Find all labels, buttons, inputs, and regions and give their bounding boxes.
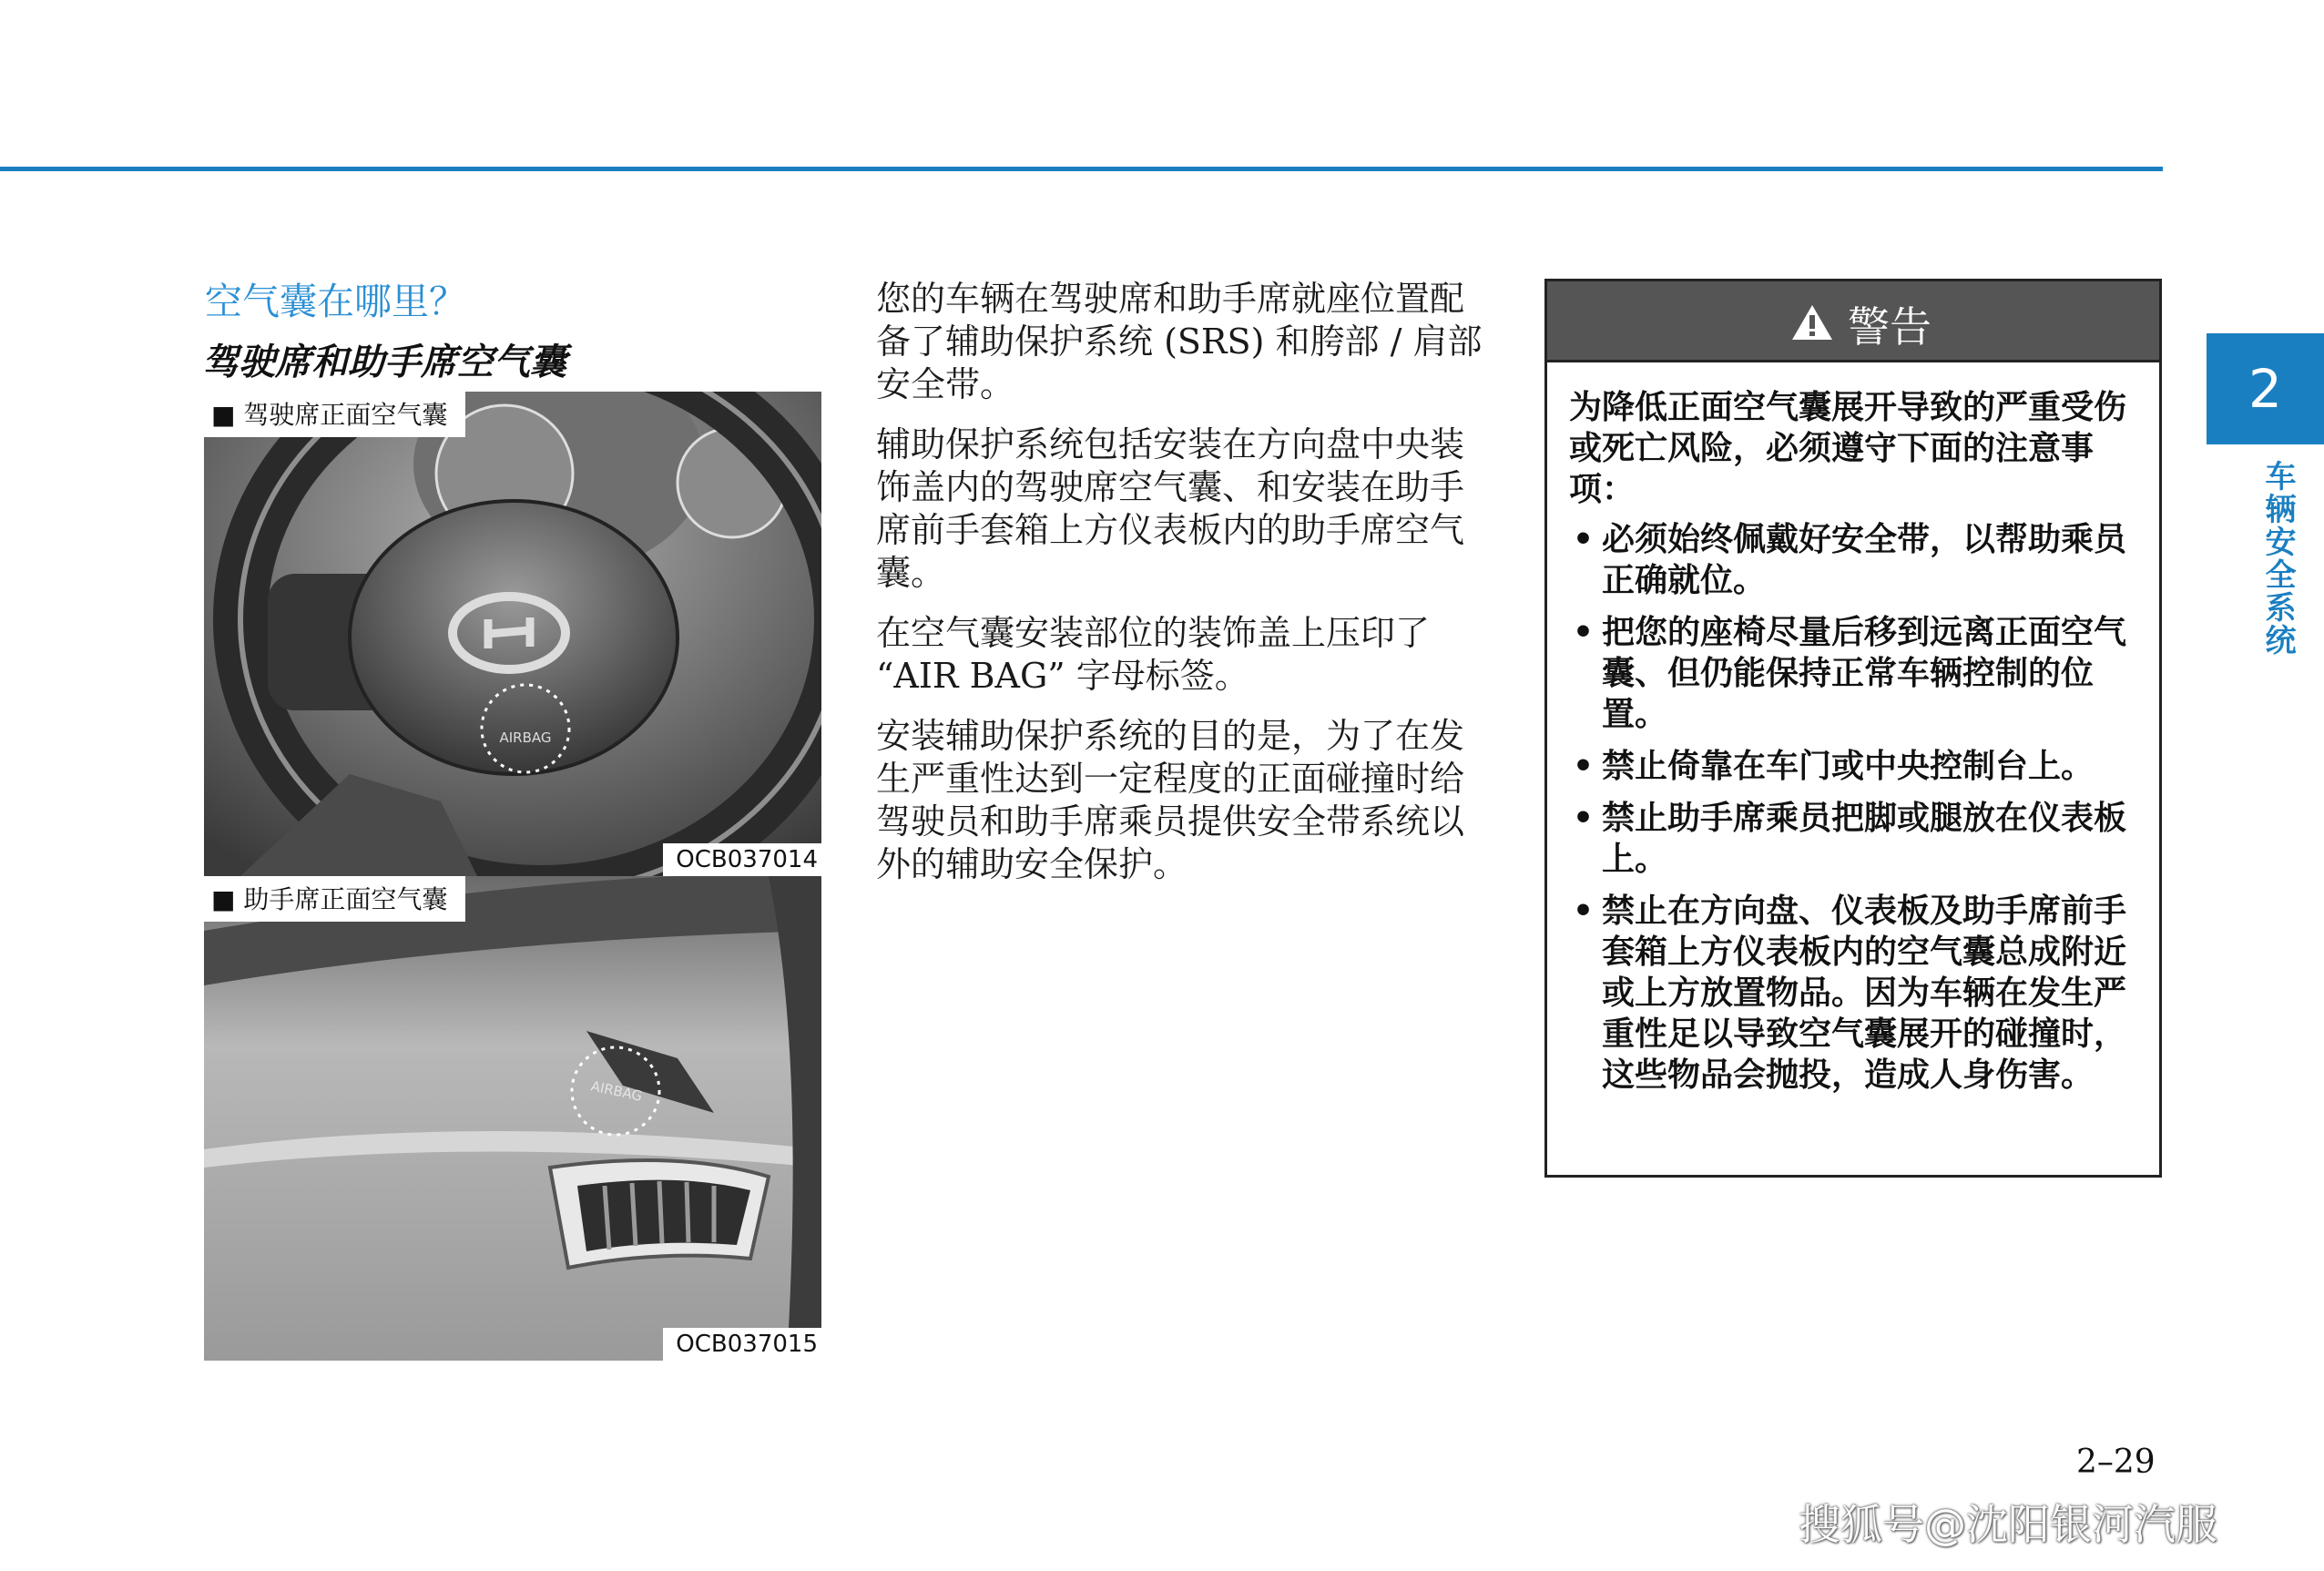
paragraph: 您的车辆在驾驶席和助手席就座位置配备了辅助保护系统 (SRS) 和胯部 / 肩部安全带。 <box>876 279 1483 404</box>
warning-triangle-icon <box>1790 303 1834 342</box>
bullet-icon: • <box>1573 521 1595 558</box>
figure-passenger-airbag <box>204 876 821 1361</box>
list-item-text: 禁止倚靠在车门或中央控制台上。 <box>1602 748 2095 785</box>
figure-code: OCB037014 <box>663 843 821 876</box>
bullet-icon: • <box>1573 893 1595 930</box>
figure-caption: ■ 助手席正面空气囊 <box>204 876 465 922</box>
chapter-number: 2 <box>2248 358 2282 420</box>
paragraph: 在空气囊安装部位的装饰盖上压印了 “AIR BAG” 字母标签。 <box>876 613 1431 696</box>
warning-list <box>1569 519 2145 1096</box>
list-item <box>1569 519 2145 601</box>
section-title: 空气囊在哪里？ <box>205 280 466 323</box>
body-text <box>876 278 1495 903</box>
dashboard-illustration <box>204 876 821 1361</box>
warning-intro: 为降低正面空气囊展开导致的严重受伤或死亡风险，必须遵守下面的注意事项： <box>1569 389 2127 508</box>
figure-driver-airbag <box>204 392 821 876</box>
list-item <box>1569 891 2145 1096</box>
page-number: 2–29 <box>2076 1443 2156 1481</box>
warning-box <box>1544 279 2162 1178</box>
list-item-text: 必须始终佩戴好安全带，以帮助乘员正确就位。 <box>1602 521 2127 599</box>
list-item <box>1569 798 2145 880</box>
bullet-icon: • <box>1573 800 1595 837</box>
paragraph: 辅助保护系统包括安装在方向盘中央装饰盖内的驾驶席空气囊、和安装在助手席前手套箱上方仪表板内的助手席空气囊。 <box>876 424 1465 593</box>
chapter-tab <box>2207 333 2324 444</box>
watermark: 搜狐号@沈阳银河汽服 <box>1799 1500 2217 1549</box>
warning-body <box>1569 387 2145 1107</box>
chapter-title: 车辆安全系统 <box>2259 460 2296 657</box>
paragraph: 安装辅助保护系统的目的是，为了在发生严重性达到一定程度的正面碰撞时给驾驶员和助手席乘员提供安全带系统以外的辅助安全保护。 <box>876 716 1465 884</box>
list-item <box>1569 612 2145 735</box>
airbag-emboss-label: AIRBAG <box>499 729 552 746</box>
figure-caption: ■ 驾驶席正面空气囊 <box>204 392 465 437</box>
bullet-icon: • <box>1573 748 1595 785</box>
top-rule <box>0 167 2163 171</box>
steering-wheel-illustration <box>204 392 821 876</box>
warning-header <box>1547 281 2159 362</box>
list-item-text: 把您的座椅尽量后移到远离正面空气囊、但仍能保持正常车辆控制的位置。 <box>1602 614 2127 733</box>
list-item <box>1569 746 2145 787</box>
list-item-text: 禁止助手席乘员把脚或腿放在仪表板上。 <box>1602 800 2127 878</box>
warning-title: 警告 <box>1848 302 1932 352</box>
list-item-text: 禁止在方向盘、仪表板及助手席前手套箱上方仪表板内的空气囊总成附近或上方放置物品。因为车辆在发生严重性足以导致空气囊展开的碰撞时，这些物品会抛投，造成人身伤害。 <box>1602 893 2127 1094</box>
airbag-emboss-label: AIRBAG <box>589 1077 644 1105</box>
bullet-icon: • <box>1573 614 1595 651</box>
section-subtitle: 驾驶席和助手席空气囊 <box>202 342 566 383</box>
figure-code: OCB037015 <box>663 1328 821 1361</box>
